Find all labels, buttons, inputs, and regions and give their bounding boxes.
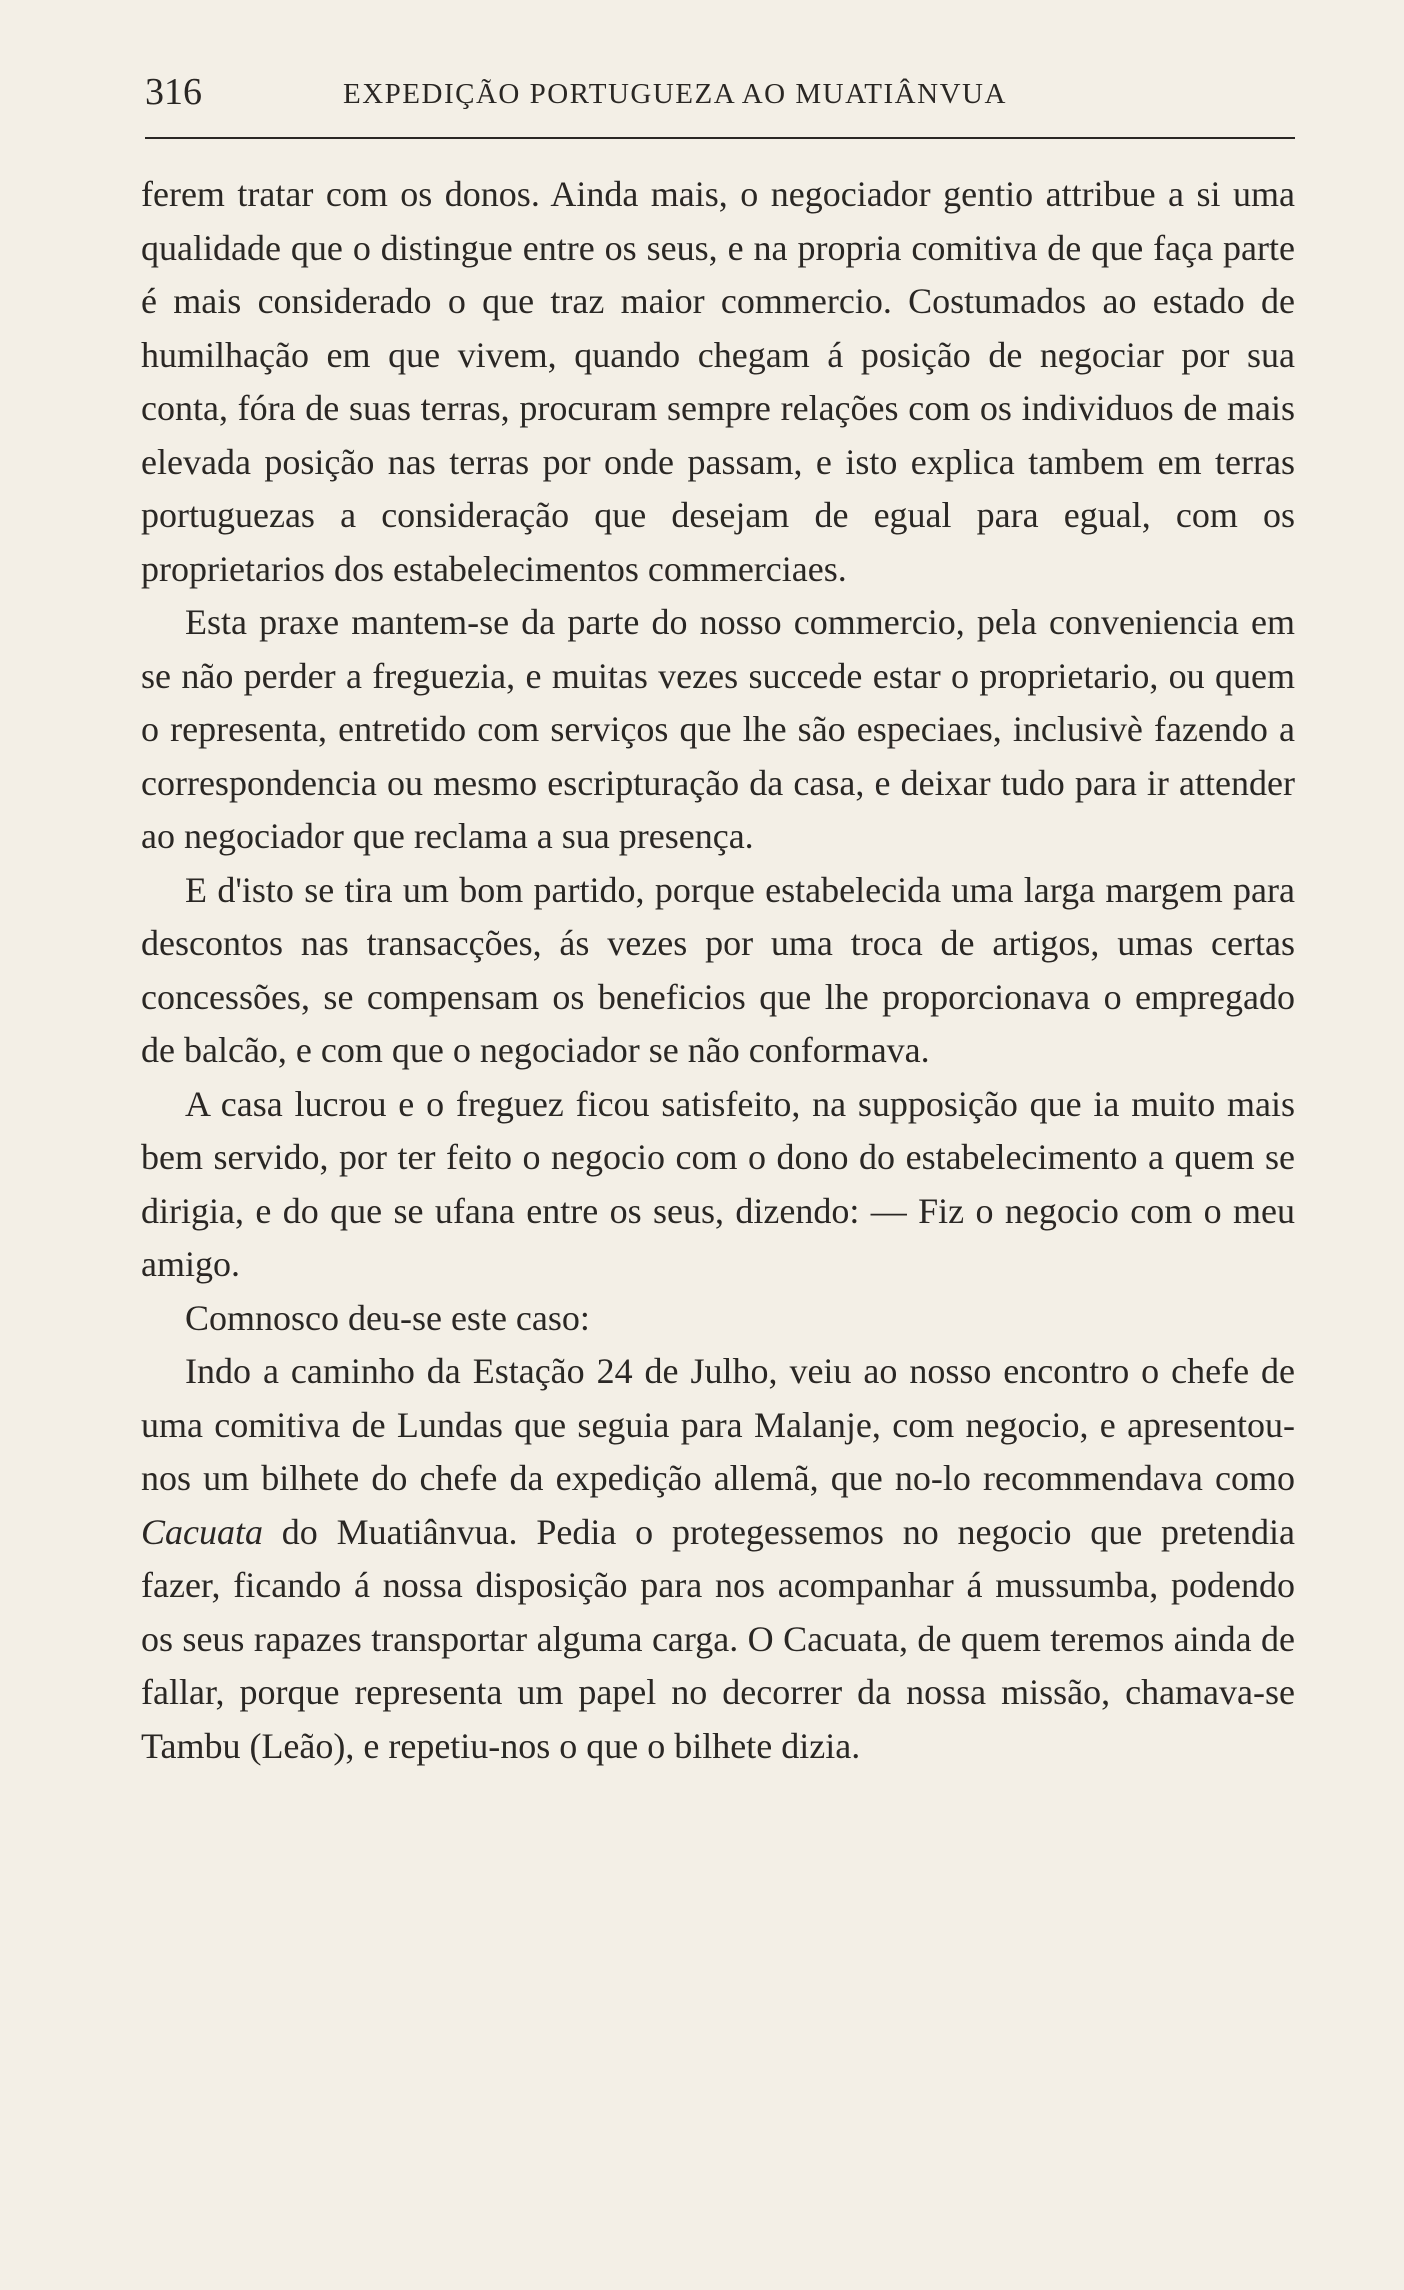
header-rule xyxy=(145,137,1295,139)
page-number: 316 xyxy=(145,71,202,113)
paragraph-6-text-start: Indo a caminho da Estação 24 de Julho, veiu ao nosso encontro o chefe de uma comitiva de Lundas que seguia para Malanje, com negocio, e apresentou-nos um bilhete do chefe da expedição allemã, que no-lo recommendava como xyxy=(141,1351,1295,1498)
paragraph-3: E d'isto se tira um bom partido, porque estabelecida uma larga margem para descontos nas transacções, ás vezes por uma troca de artigos, umas certas concessões, se compensam os beneficios que lhe proporcionava o empregado de balcão, e com que o negociador se não conformava. xyxy=(141,869,1295,1070)
paragraph-2: Esta praxe mantem-se da parte do nosso commercio, pela conveniencia em se não perder a freguezia, e muitas vezes succede estar o proprietario, ou quem o representa, entretido com serviços que lhe são especiaes, inclusivè fazendo a correspondencia ou mesmo escripturação da casa, e deixar tudo para ir attender ao negociador que reclama a sua presença. xyxy=(141,602,1295,856)
paragraph-6 xyxy=(141,1345,1295,1773)
running-title: EXPEDIÇÃO PORTUGUEZA AO MUATIÂNVUA xyxy=(343,78,1007,110)
paragraph-4: A casa lucrou e o freguez ficou satisfeito, na supposição que ia muito mais bem servido, por ter feito o negocio com o dono do estabelecimento a quem se dirigia, e do que se ufana entre os seus, dizendo: — Fiz o negocio com o meu amigo. xyxy=(141,1083,1295,1284)
body-text xyxy=(141,168,1295,1773)
emphasis-cacuata: Cacuata xyxy=(141,1511,263,1552)
paragraph-6-text-end: do Muatiânvua. Pedia o protegessemos no negocio que pretendia fazer, ficando á nossa disposição para nos acompanhar á mussumba, podendo os seus rapazes transportar alguma carga. O Cacuata, de quem teremos ainda de fallar, porque representa um papel no decorrer da nossa missão, chamava-se Tambu (Leão), e repetiu-nos o que o bilhete dizia. xyxy=(141,1511,1295,1766)
paragraph-1: ferem tratar com os donos. Ainda mais, o negociador gentio attribue a si uma qualidade que o distingue entre os seus, e na propria comitiva de que faça parte é mais considerado o que traz maior commercio. Costumados ao estado de humilhação em que vivem, quando chegam á posição de negociar por sua conta, fóra de suas terras, procuram sempre relações com os individuos de mais elevada posição nas terras por onde passam, e isto explica tambem em terras portuguezas a consideração que desejam de egual para egual, com os proprietarios dos estabelecimentos commerciaes. xyxy=(141,174,1295,589)
page-header xyxy=(145,66,1295,130)
paragraph-5: Comnosco deu-se este caso: xyxy=(185,1297,590,1338)
